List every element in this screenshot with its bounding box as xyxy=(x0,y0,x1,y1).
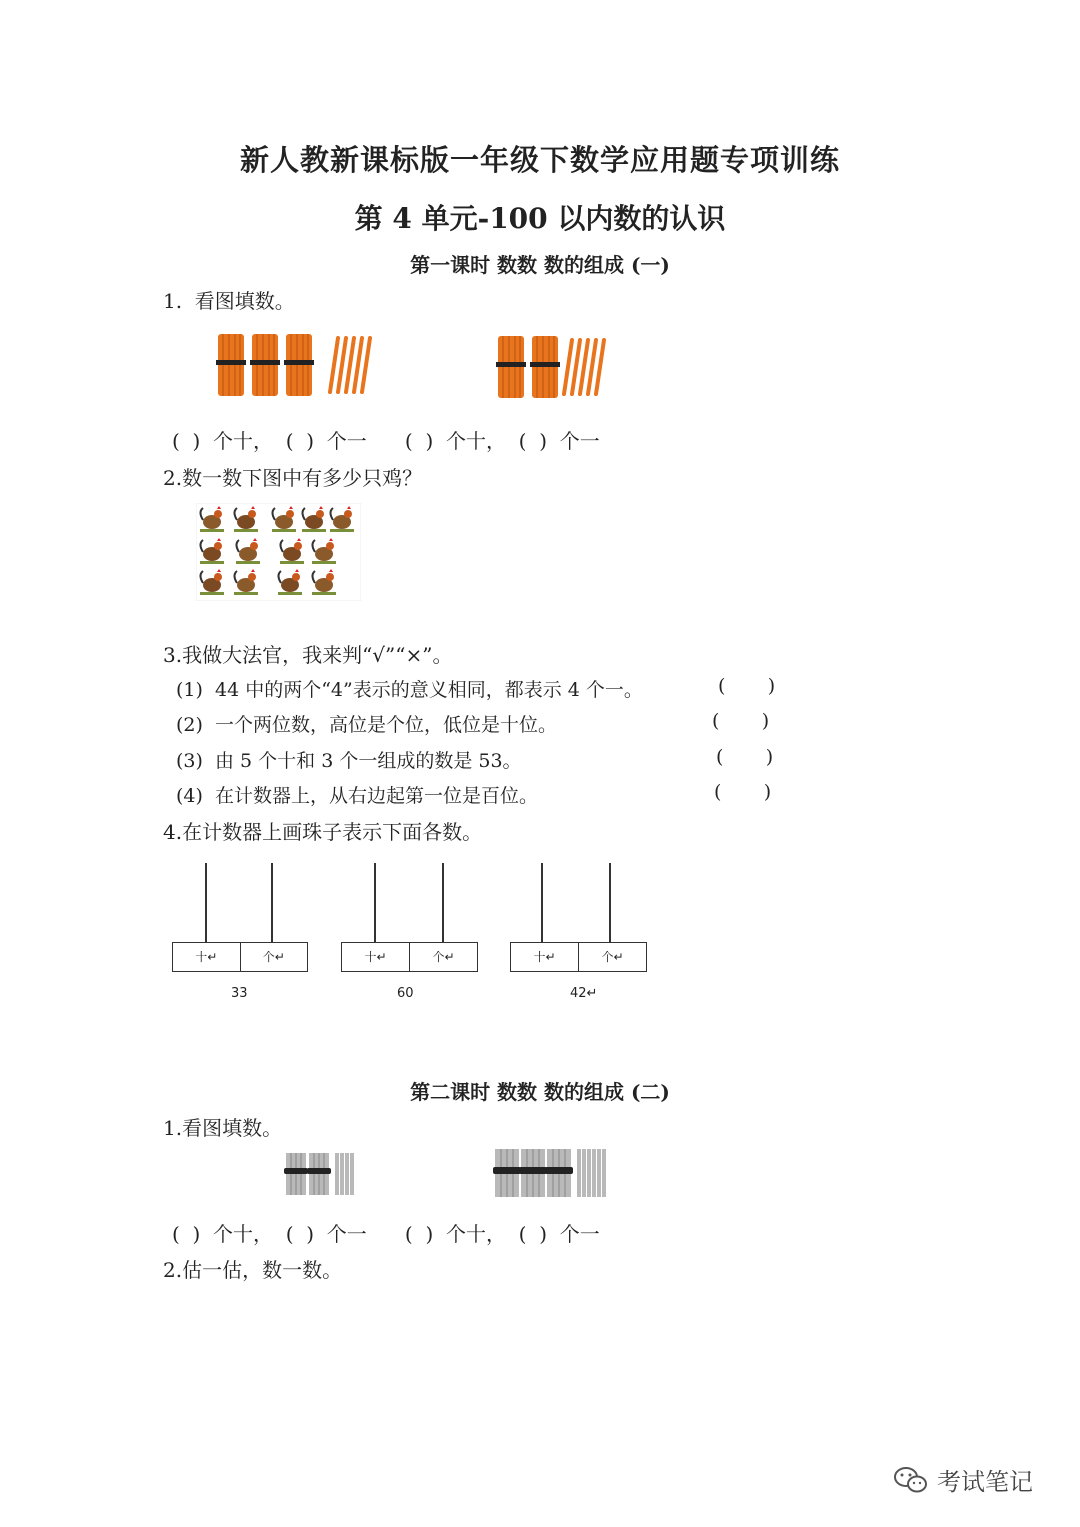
lesson1-q2-label: 2.数一数下图中有多少只鸡？ xyxy=(163,466,423,490)
abacus-ones-label: 个↵ xyxy=(578,943,646,971)
abacus-counter-2[interactable] xyxy=(341,942,478,972)
abacus-rod xyxy=(442,863,444,942)
single-sticks xyxy=(335,1153,354,1195)
lesson2-heading: 第二课时 数数 数的组成 (二) xyxy=(410,1080,670,1104)
bundle-of-ten xyxy=(284,334,314,396)
sticks-picture-2 xyxy=(492,330,612,402)
judge-item-3: (3) 由 5 个十和 3 个一组成的数是 53。 xyxy=(176,750,522,772)
single-sticks xyxy=(577,1149,606,1197)
bundle-of-ten xyxy=(284,1153,308,1195)
wechat-icon xyxy=(893,1465,929,1495)
single-sticks xyxy=(564,340,604,394)
abacus-target-number: 60 xyxy=(397,986,414,1001)
watermark-text: 考试笔记 xyxy=(937,1468,1033,1496)
abacus-tens-label: 十↵ xyxy=(533,950,556,964)
abacus-counter-3[interactable] xyxy=(510,942,647,972)
abacus-rod xyxy=(271,863,273,942)
bundle-of-ten xyxy=(216,334,246,396)
judge-item-1: (1) 44 中的两个“4”表示的意义相同，都表示 4 个一。 xyxy=(176,679,643,701)
lesson1-q1-answer-blanks: ( ) 个十， ( ) 个一 ( ) 个十， ( ) 个一 xyxy=(172,429,600,453)
abacus-target-number: 42↵ xyxy=(570,986,598,1001)
lesson2-q1-answer-blanks: ( ) 个十， ( ) 个一 ( ) 个十， ( ) 个一 xyxy=(172,1222,600,1246)
judge-item-1-answer[interactable]: ( ) xyxy=(718,675,776,697)
lesson2-q1-label: 1.看图填数。 xyxy=(163,1116,283,1140)
worksheet-title: 新人教新课标版一年级下数学应用题专项训练 xyxy=(239,143,840,177)
lesson1-q3-label: 3.我做大法官，我来判“√”“×”。 xyxy=(163,643,453,667)
abacus-tens-label: 十↵ xyxy=(195,950,218,964)
lesson1-heading: 第一课时 数数 数的组成 (一) xyxy=(410,253,670,277)
bundle-of-ten xyxy=(545,1149,573,1197)
lesson1-q1-label: 1. 看图填数。 xyxy=(163,289,295,313)
abacus-ones-label: 个↵ xyxy=(240,943,308,971)
abacus-rod xyxy=(609,863,611,942)
abacus-counter-1[interactable] xyxy=(172,942,308,972)
gray-sticks-picture-1 xyxy=(284,1150,359,1198)
judge-item-3-answer[interactable]: ( ) xyxy=(716,746,774,768)
sticks-picture-1 xyxy=(212,328,382,400)
bundle-of-ten xyxy=(519,1149,547,1197)
bundle-of-ten xyxy=(250,334,280,396)
abacus-rod xyxy=(374,863,376,942)
bundle-of-ten xyxy=(496,336,526,398)
abacus-ones-label: 个↵ xyxy=(409,943,477,971)
single-sticks xyxy=(330,338,370,392)
bundle-of-ten xyxy=(307,1153,331,1195)
lesson2-q2-label: 2.估一估，数一数。 xyxy=(163,1258,343,1282)
watermark xyxy=(893,1462,1033,1497)
bundle-of-ten xyxy=(530,336,560,398)
judge-item-2-answer[interactable]: ( ) xyxy=(712,710,770,732)
bundle-of-ten xyxy=(493,1149,521,1197)
abacus-rod xyxy=(205,863,207,942)
judge-item-4-answer[interactable]: ( ) xyxy=(714,781,772,803)
gray-sticks-picture-2 xyxy=(493,1145,611,1201)
abacus-target-number: 33 xyxy=(231,986,248,1001)
chickens-picture xyxy=(196,503,361,601)
abacus-tens-label: 十↵ xyxy=(364,950,387,964)
abacus-rod xyxy=(541,863,543,942)
judge-item-2: (2) 一个两位数，高位是个位，低位是十位。 xyxy=(176,714,557,736)
judge-item-4: (4) 在计数器上，从右边起第一位是百位。 xyxy=(176,785,538,807)
lesson1-q4-label: 4.在计数器上画珠子表示下面各数。 xyxy=(163,820,483,844)
unit-subtitle: 第 4 单元-100 以内数的认识 xyxy=(354,202,726,235)
